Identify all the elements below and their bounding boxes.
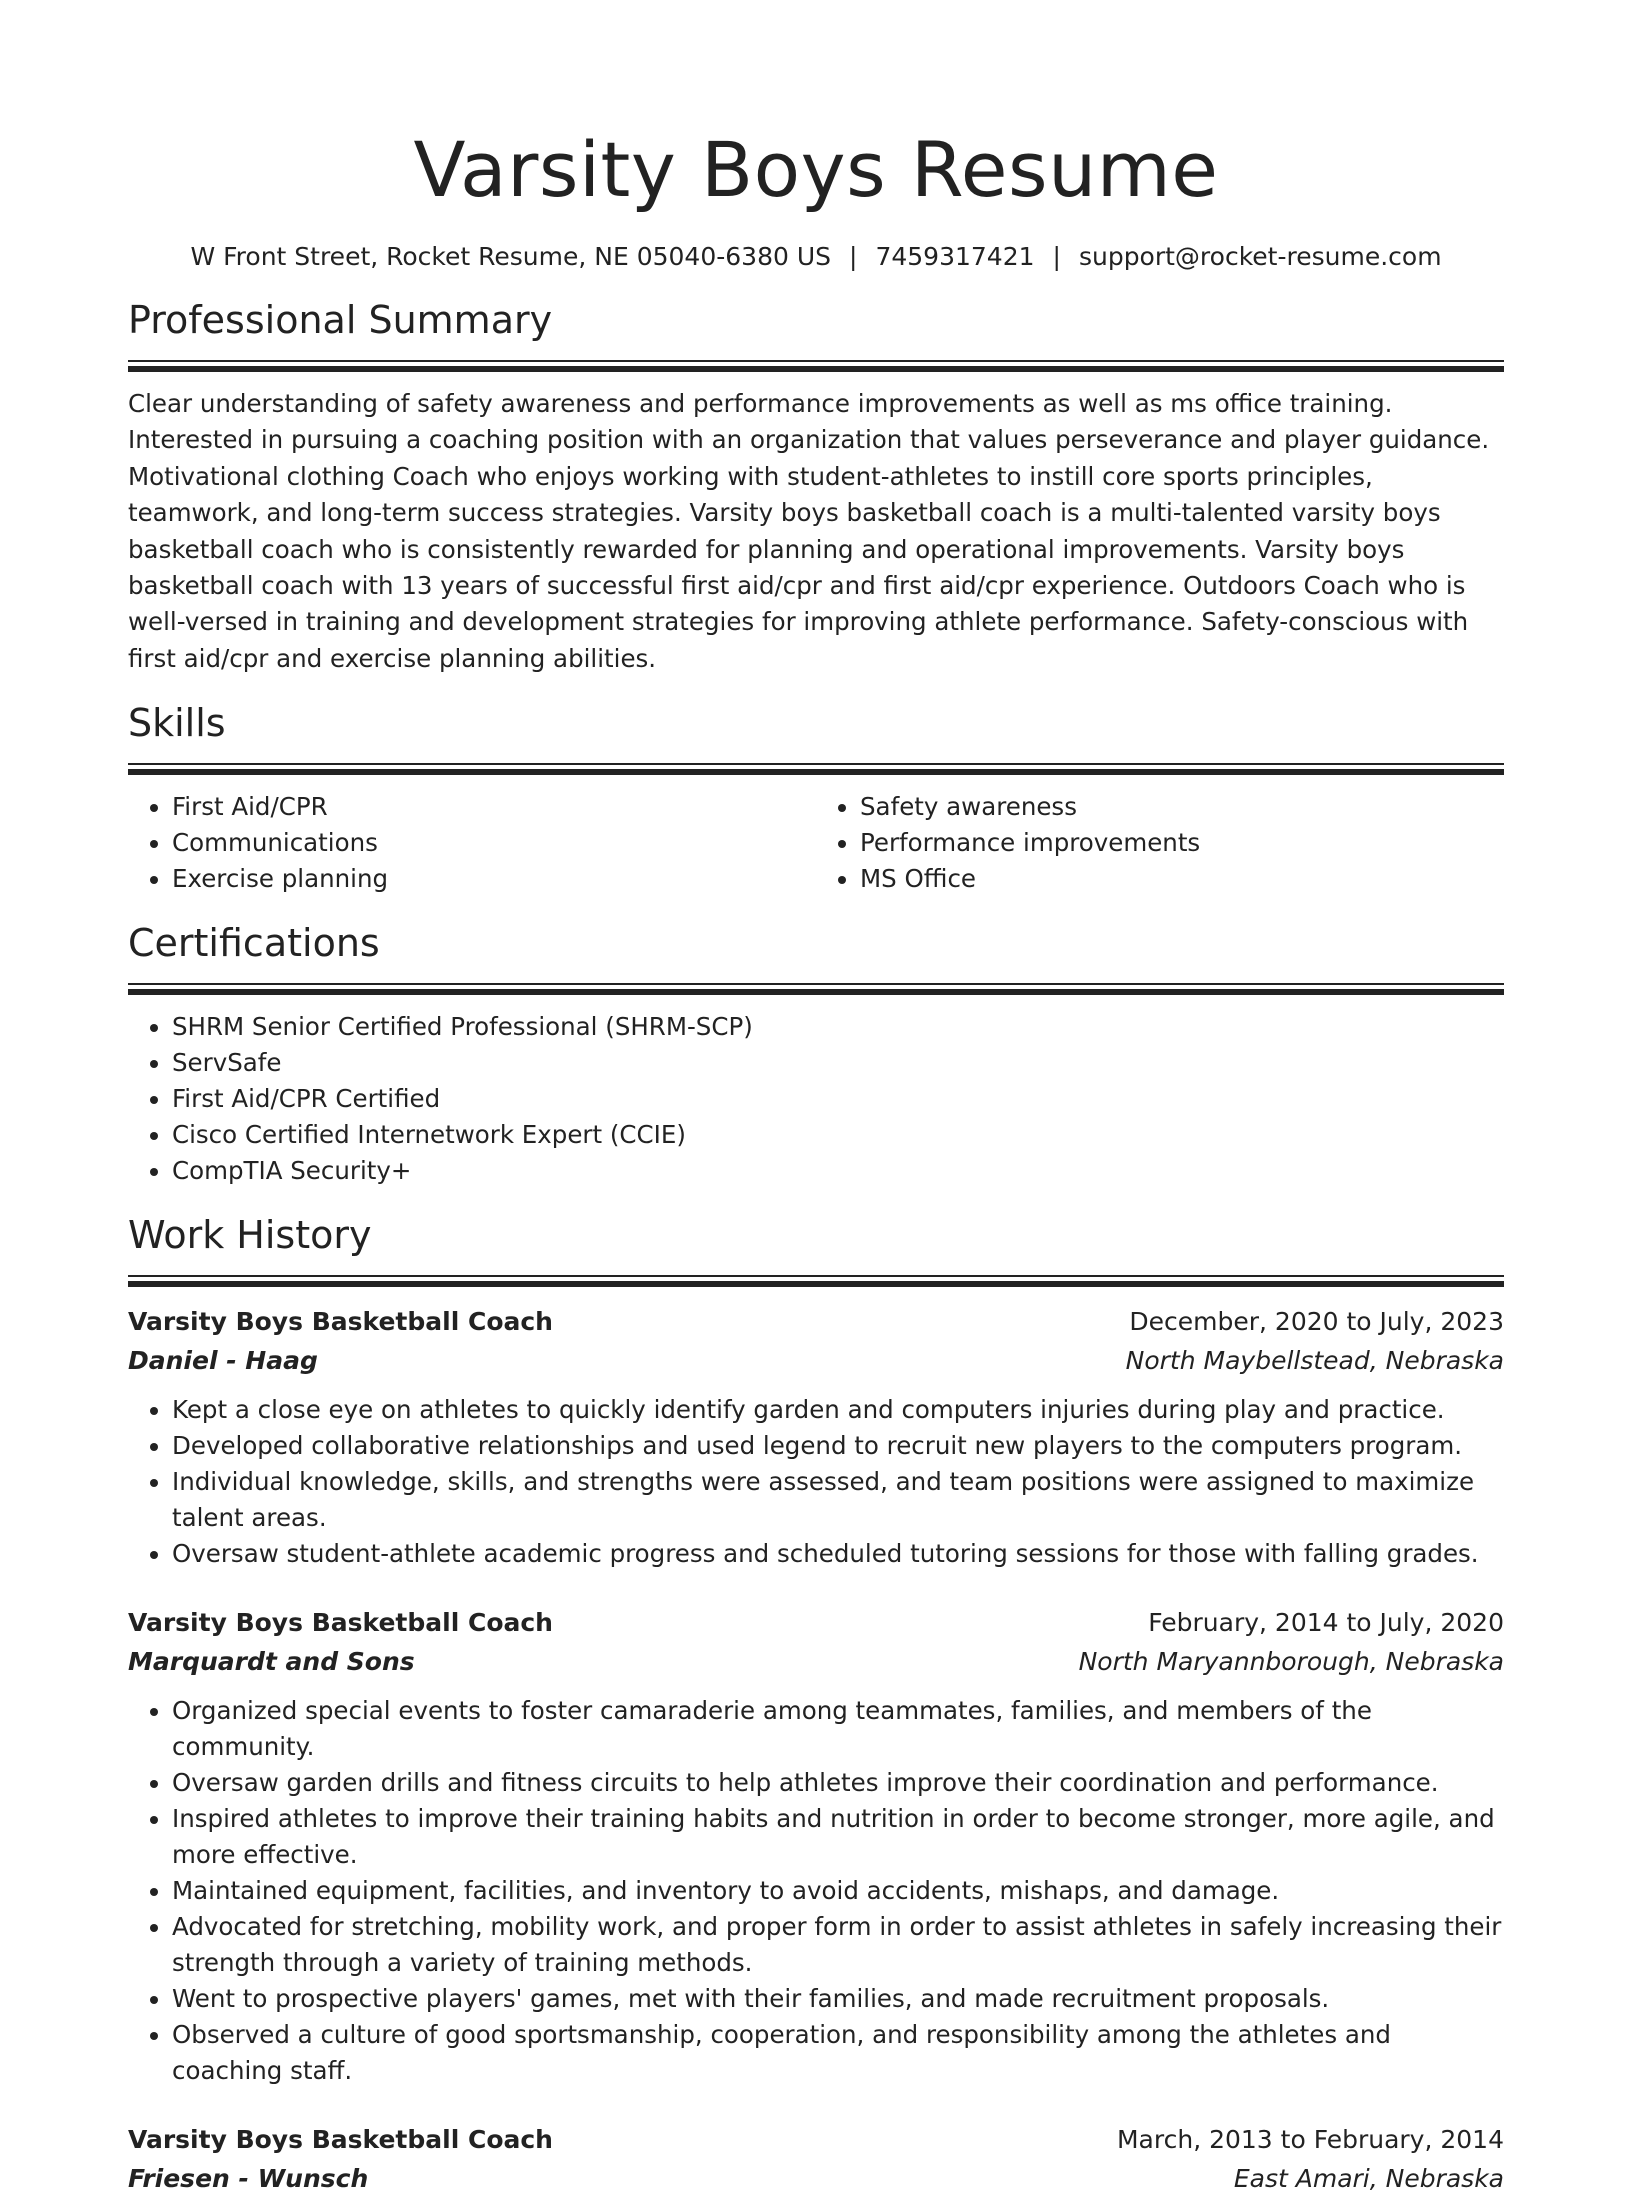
job-bullets — [128, 1693, 1504, 2089]
job-entry — [128, 1303, 1504, 1572]
skill-item: • MS Office — [860, 861, 1504, 897]
job-title: Varsity Boys Basketball Coach — [128, 2125, 553, 2155]
section-heading: Skills — [128, 701, 226, 746]
job-company: Friesen - Wunsch — [128, 2164, 369, 2194]
resume-title: Varsity Boys Resume — [413, 125, 1219, 214]
job-entry — [128, 1604, 1504, 2089]
job-title: Varsity Boys Basketball Coach — [128, 1608, 553, 1638]
contact-email: support@rocket-resume.com — [1078, 242, 1442, 271]
skill-item: • Exercise planning — [172, 861, 816, 897]
job-title: Varsity Boys Basketball Coach — [128, 1307, 553, 1337]
contact-phone: 7459317421 — [875, 242, 1035, 271]
certification-item: • ServSafe — [172, 1045, 1504, 1081]
job-location: North Maryannborough, Nebraska — [1078, 1647, 1504, 1677]
certification-item: • CompTIA Security+ — [172, 1153, 1504, 1189]
job-bullet: • Individual knowledge, skills, and strengths were assessed, and team positions were assigned to maximize talent areas. — [172, 1464, 1504, 1536]
skills-grid — [128, 789, 1504, 897]
section-heading: Work History — [128, 1213, 372, 1258]
skills-list-left — [128, 789, 816, 897]
work-history-section — [128, 1211, 1504, 2198]
section-divider — [128, 1275, 1504, 1287]
skill-item: • First Aid/CPR — [172, 789, 816, 825]
job-bullet: • Went to prospective players' games, met with their families, and made recruitment proposals. — [172, 1981, 1504, 2017]
section-heading: Certifications — [128, 921, 380, 966]
contact-separator: | — [849, 242, 858, 271]
job-bullet: • Developed collaborative relationships and used legend to recruit new players to the computers program. — [172, 1428, 1504, 1464]
skill-item: • Communications — [172, 825, 816, 861]
job-bullet: • Advocated for stretching, mobility work, and proper form in order to assist athletes in safely increasing their strength through a variety of training methods. — [172, 1909, 1504, 1981]
skill-item: • Safety awareness — [860, 789, 1504, 825]
job-bullet: • Observed a culture of good sportsmanship, cooperation, and responsibility among the athletes and coaching staff. — [172, 2017, 1504, 2089]
certification-item: • First Aid/CPR Certified — [172, 1081, 1504, 1117]
job-location: North Maybellstead, Nebraska — [1125, 1346, 1504, 1376]
job-company: Daniel - Haag — [128, 1346, 318, 1376]
job-dates: March, 2013 to February, 2014 — [1116, 2125, 1504, 2155]
job-dates: February, 2014 to July, 2020 — [1148, 1608, 1504, 1638]
section-divider — [128, 763, 1504, 775]
contact-address: W Front Street, Rocket Resume, NE 05040-6380 US — [190, 242, 832, 271]
job-bullet: • Oversaw student-athlete academic progress and scheduled tutoring sessions for those with falling grades. — [172, 1536, 1504, 1572]
certification-item: • SHRM Senior Certified Professional (SHRM-SCP) — [172, 1009, 1504, 1045]
job-location: East Amari, Nebraska — [1233, 2164, 1504, 2194]
job-bullet: • Oversaw garden drills and fitness circuits to help athletes improve their coordination and performance. — [172, 1765, 1504, 1801]
job-company: Marquardt and Sons — [128, 1647, 415, 1677]
certifications-list — [128, 1009, 1504, 1189]
job-bullet: • Kept a close eye on athletes to quickly identify garden and computers injuries during play and practice. — [172, 1392, 1504, 1428]
job-bullet: • Maintained equipment, facilities, and inventory to avoid accidents, mishaps, and damage. — [172, 1873, 1504, 1909]
skill-item: • Performance improvements — [860, 825, 1504, 861]
skills-list-right — [816, 789, 1504, 897]
contact-separator: | — [1052, 242, 1061, 271]
summary-text: Clear understanding of safety awareness and performance improvements as well as ms office training. Interested in pursuing a coaching position with an organization that values perseverance and player guidance. Motivational clothing Coach who enjoys working with student-athletes to instill core sports principles, teamwork, and long-term success strategies. Varsity boys basketball coach is a multi-talented varsity boys basketball coach who is consistently rewarded for planning and operational improvements. Varsity boys basketball coach with 13 years of successful first aid/cpr and first aid/cpr experience. Outdoors Coach who is well-versed in training and development strategies for improving athlete performance. Safety-conscious with first aid/cpr and exercise planning abilities. — [128, 389, 1490, 673]
certifications-section — [128, 919, 1504, 1189]
job-entry — [128, 2121, 1504, 2198]
contact-line — [128, 240, 1504, 274]
section-divider — [128, 983, 1504, 995]
section-heading: Professional Summary — [128, 298, 553, 342]
job-bullet: • Inspired athletes to improve their training habits and nutrition in order to become stronger, more agile, and more effective. — [172, 1801, 1504, 1873]
section-divider — [128, 360, 1504, 372]
job-bullets — [128, 1392, 1504, 1572]
job-dates: December, 2020 to July, 2023 — [1129, 1307, 1504, 1337]
job-bullet: • Organized special events to foster camaraderie among teammates, families, and members of the community. — [172, 1693, 1504, 1765]
summary-section — [128, 296, 1504, 677]
skills-section — [128, 699, 1504, 897]
certification-item: • Cisco Certified Internetwork Expert (CCIE) — [172, 1117, 1504, 1153]
